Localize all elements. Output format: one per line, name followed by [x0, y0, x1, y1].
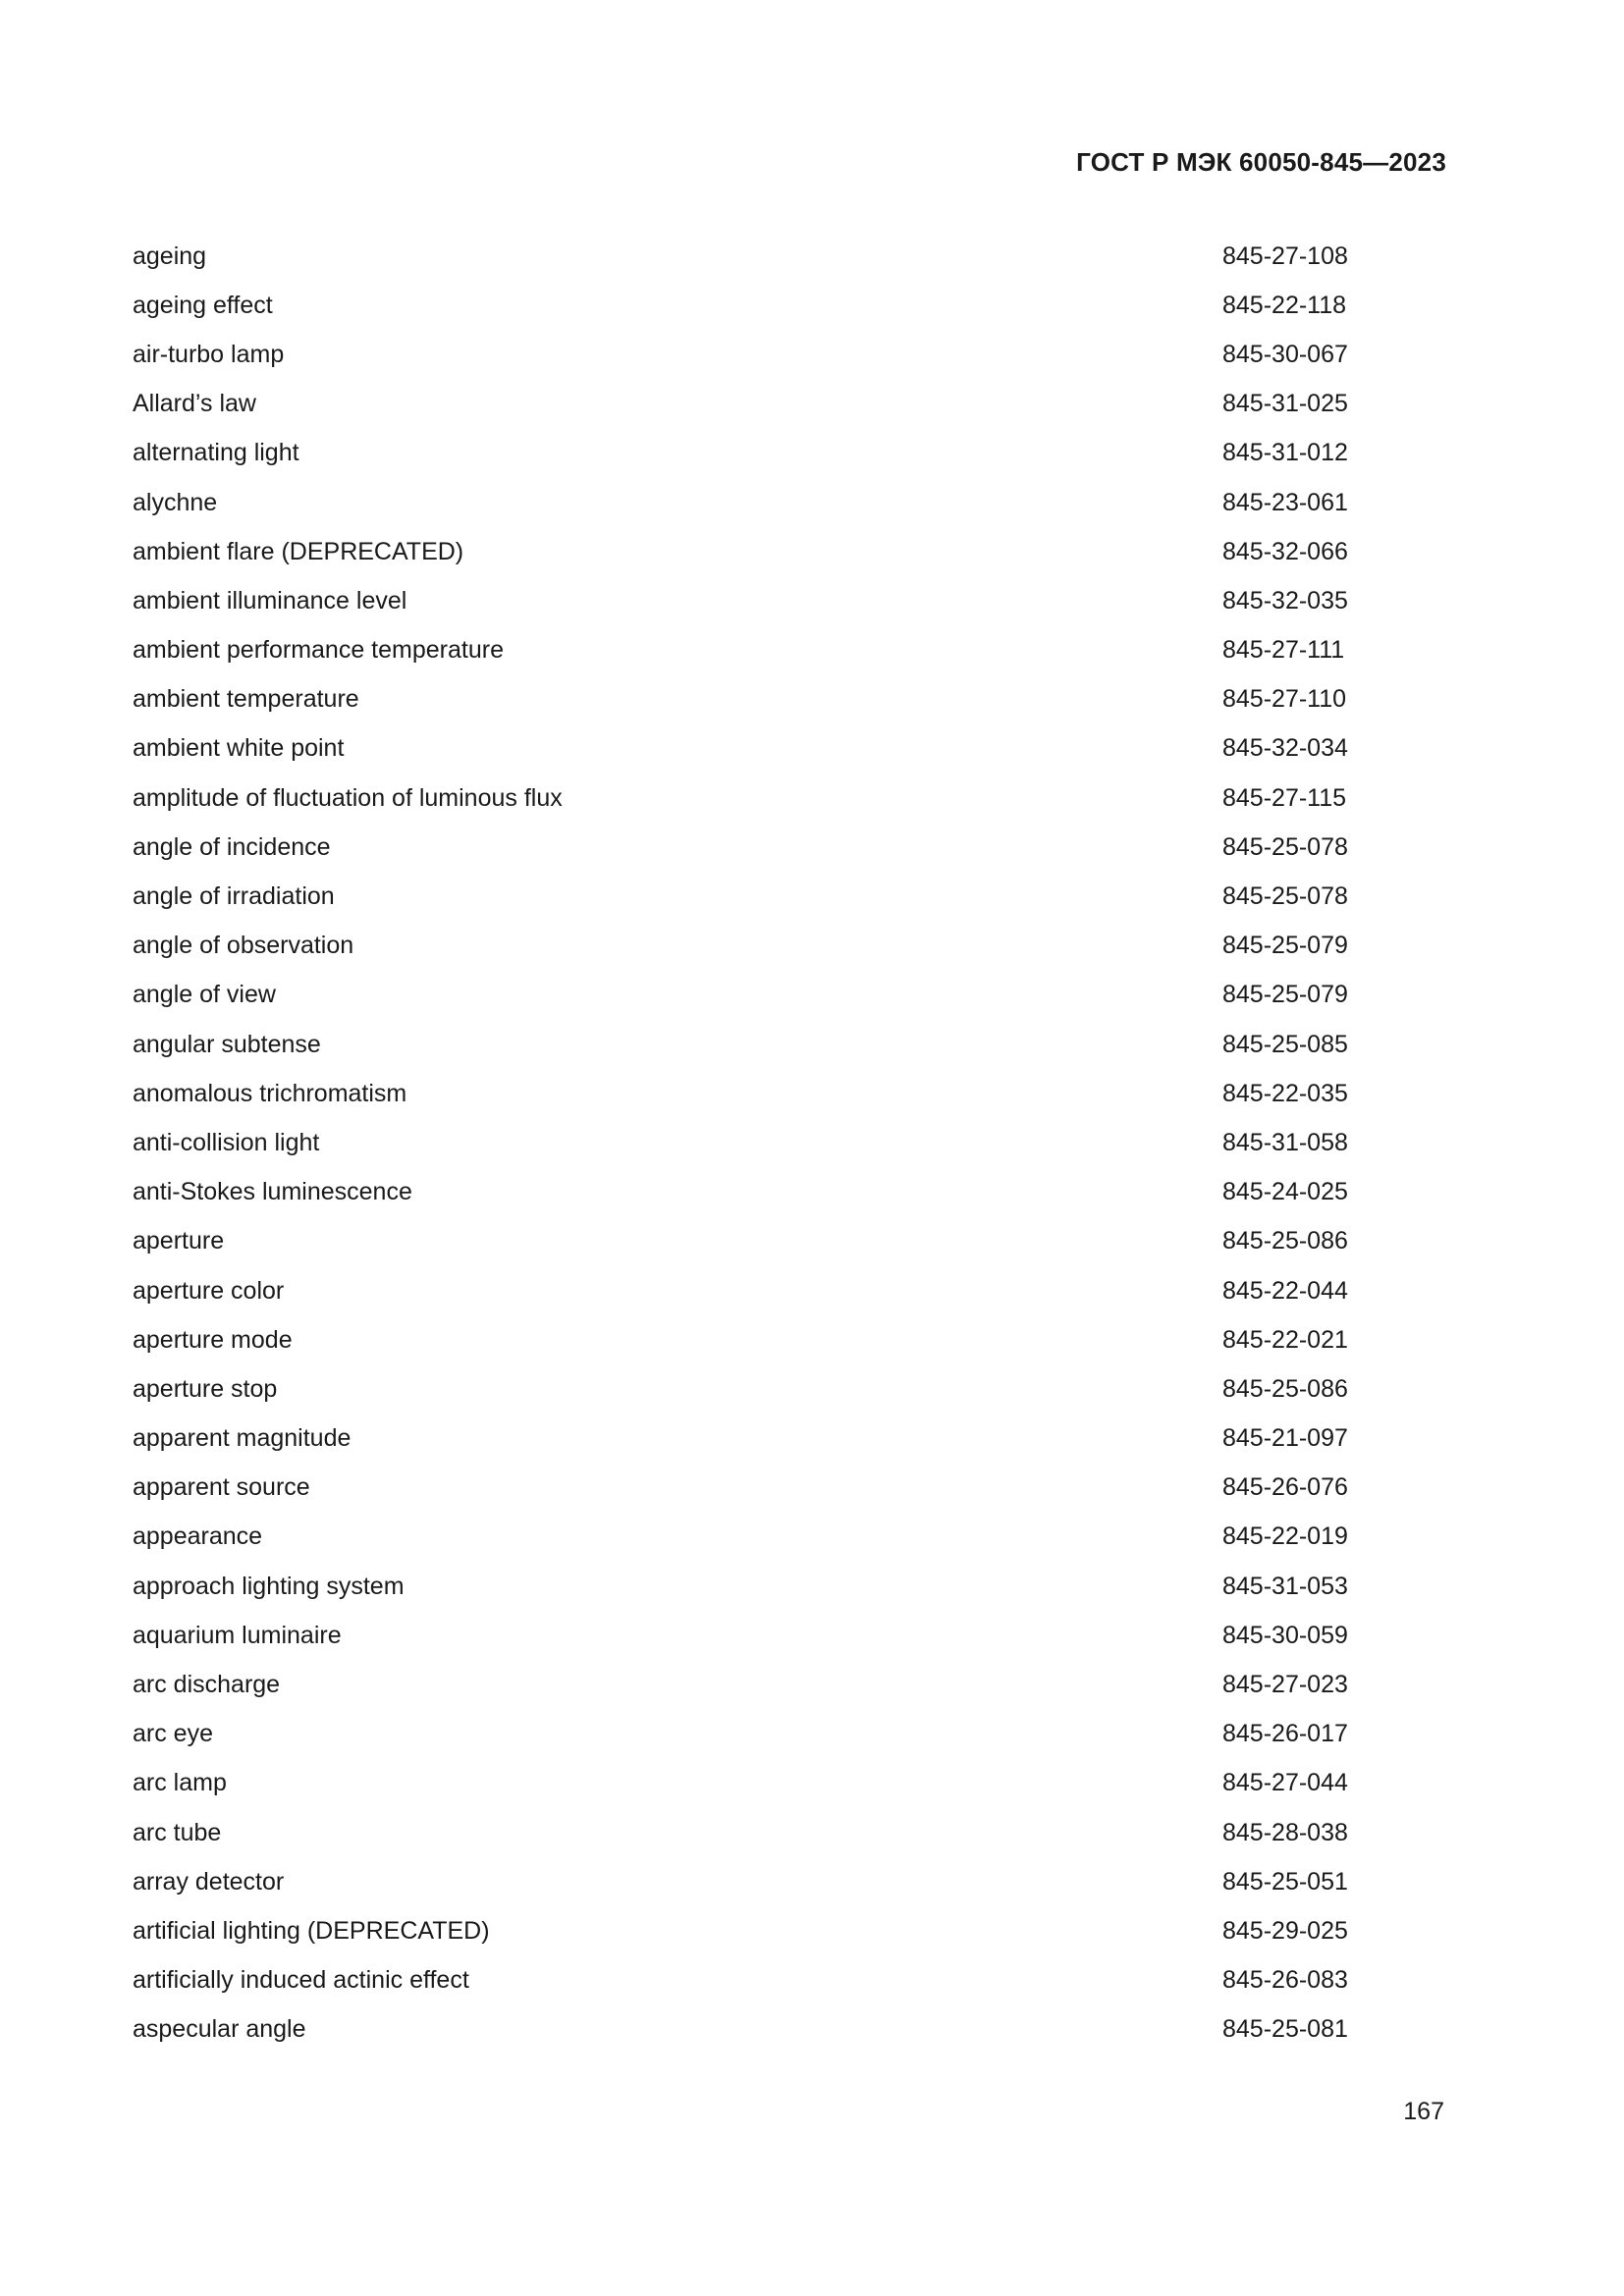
index-reference-number: 845-26-017: [1222, 1720, 1348, 1748]
index-reference-number: 845-27-108: [1222, 241, 1348, 270]
index-entry: [133, 1069, 1350, 1118]
index-entry: [133, 576, 1350, 625]
index-reference-number: 845-27-044: [1222, 1769, 1348, 1797]
index-reference-number: 845-25-051: [1222, 1867, 1348, 1896]
index-reference-number: 845-30-059: [1222, 1621, 1348, 1649]
index-entry: [133, 823, 1350, 872]
index-term: ageing effect: [133, 291, 273, 319]
index-term: appearance: [133, 1522, 263, 1551]
index-term: amplitude of fluctuation of luminous flux: [133, 783, 563, 812]
index-entry: [133, 1857, 1350, 1906]
index-entry: [133, 922, 1350, 971]
index-entry: [133, 1118, 1350, 1167]
index-entry: [133, 281, 1350, 330]
term-index-list: [133, 232, 1350, 2055]
index-reference-number: 845-30-067: [1222, 340, 1348, 368]
index-reference-number: 845-32-034: [1222, 734, 1348, 763]
index-reference-number: 845-24-025: [1222, 1178, 1348, 1206]
index-term: aquarium luminaire: [133, 1621, 342, 1649]
index-entry: [133, 774, 1350, 823]
index-reference-number: 845-21-097: [1222, 1424, 1348, 1453]
index-reference-number: 845-25-079: [1222, 932, 1348, 960]
index-term: anti-Stokes luminescence: [133, 1178, 412, 1206]
index-entry: [133, 1217, 1350, 1266]
index-reference-number: 845-25-079: [1222, 981, 1348, 1009]
index-reference-number: 845-27-111: [1222, 636, 1345, 665]
index-entry: [133, 1562, 1350, 1611]
index-reference-number: 845-27-110: [1222, 685, 1347, 714]
index-entry: [133, 626, 1350, 675]
index-entry: [133, 527, 1350, 576]
index-reference-number: 845-31-025: [1222, 390, 1348, 418]
index-term: angle of incidence: [133, 832, 331, 861]
index-reference-number: 845-28-038: [1222, 1818, 1348, 1846]
index-term: ambient flare (DEPRECATED): [133, 537, 464, 565]
index-reference-number: 845-26-083: [1222, 1966, 1348, 1995]
index-term: anomalous trichromatism: [133, 1079, 407, 1107]
index-term: apparent magnitude: [133, 1424, 352, 1453]
index-term: alychne: [133, 488, 218, 516]
index-entry: [133, 1364, 1350, 1414]
index-term: alternating light: [133, 439, 299, 467]
index-reference-number: 845-32-066: [1222, 537, 1348, 565]
index-reference-number: 845-29-025: [1222, 1916, 1348, 1945]
index-entry: [133, 232, 1350, 281]
index-entry: [133, 872, 1350, 921]
index-reference-number: 845-22-035: [1222, 1079, 1348, 1107]
index-reference-number: 845-31-012: [1222, 439, 1348, 467]
index-term: ambient performance temperature: [133, 636, 504, 665]
document-header: ГОСТ Р МЭК 60050-845—2023: [1076, 147, 1446, 177]
index-term: angle of observation: [133, 932, 354, 960]
index-reference-number: 845-25-081: [1222, 2015, 1348, 2044]
index-entry: [133, 429, 1350, 478]
index-term: angle of view: [133, 981, 276, 1009]
index-reference-number: 845-23-061: [1222, 488, 1348, 516]
index-entry: [133, 724, 1350, 774]
index-entry: [133, 1464, 1350, 1513]
index-entry: [133, 1415, 1350, 1464]
index-term: Allard’s law: [133, 390, 256, 418]
index-entry: [133, 1710, 1350, 1759]
index-term: arc discharge: [133, 1671, 281, 1699]
index-term: air-turbo lamp: [133, 340, 285, 368]
index-entry: [133, 1611, 1350, 1660]
index-entry: [133, 380, 1350, 429]
index-term: arc tube: [133, 1818, 222, 1846]
index-term: approach lighting system: [133, 1572, 405, 1600]
index-entry: [133, 1266, 1350, 1315]
index-reference-number: 845-22-118: [1222, 291, 1347, 319]
index-entry: [133, 1315, 1350, 1364]
index-term: angle of irradiation: [133, 882, 335, 911]
index-reference-number: 845-26-076: [1222, 1473, 1348, 1502]
index-reference-number: 845-27-023: [1222, 1671, 1348, 1699]
index-reference-number: 845-25-086: [1222, 1374, 1348, 1403]
index-term: aperture mode: [133, 1325, 293, 1354]
index-reference-number: 845-25-086: [1222, 1227, 1348, 1255]
index-term: aperture color: [133, 1276, 285, 1305]
index-term: anti-collision light: [133, 1128, 320, 1156]
index-entry: [133, 478, 1350, 527]
index-term: aperture: [133, 1227, 225, 1255]
index-reference-number: 845-32-035: [1222, 586, 1348, 614]
index-term: ambient illuminance level: [133, 586, 407, 614]
index-entry: [133, 1808, 1350, 1857]
index-entry: [133, 971, 1350, 1020]
index-entry: [133, 1020, 1350, 1069]
index-entry: [133, 1513, 1350, 1562]
index-entry: [133, 1759, 1350, 1808]
index-reference-number: 845-25-085: [1222, 1030, 1348, 1058]
index-reference-number: 845-27-115: [1222, 783, 1347, 812]
index-term: array detector: [133, 1867, 285, 1896]
index-reference-number: 845-22-044: [1222, 1276, 1348, 1305]
index-entry: [133, 2005, 1350, 2055]
index-entry: [133, 1168, 1350, 1217]
index-entry: [133, 1906, 1350, 1955]
index-reference-number: 845-22-021: [1222, 1325, 1348, 1354]
index-reference-number: 845-31-058: [1222, 1128, 1348, 1156]
index-reference-number: 845-31-053: [1222, 1572, 1348, 1600]
index-term: ageing: [133, 241, 207, 270]
index-term: artificial lighting (DEPRECATED): [133, 1916, 490, 1945]
index-term: aspecular angle: [133, 2015, 306, 2044]
index-term: ambient white point: [133, 734, 345, 763]
index-reference-number: 845-25-078: [1222, 882, 1348, 911]
index-term: artificially induced actinic effect: [133, 1966, 469, 1995]
page-number: 167: [1403, 2098, 1444, 2125]
index-entry: [133, 1956, 1350, 2005]
index-term: arc lamp: [133, 1769, 227, 1797]
index-entry: [133, 330, 1350, 379]
index-reference-number: 845-22-019: [1222, 1522, 1348, 1551]
index-term: angular subtense: [133, 1030, 321, 1058]
index-term: apparent source: [133, 1473, 310, 1502]
index-entry: [133, 675, 1350, 724]
index-entry: [133, 1660, 1350, 1709]
index-term: aperture stop: [133, 1374, 278, 1403]
index-term: ambient temperature: [133, 685, 359, 714]
index-reference-number: 845-25-078: [1222, 832, 1348, 861]
index-term: arc eye: [133, 1720, 213, 1748]
